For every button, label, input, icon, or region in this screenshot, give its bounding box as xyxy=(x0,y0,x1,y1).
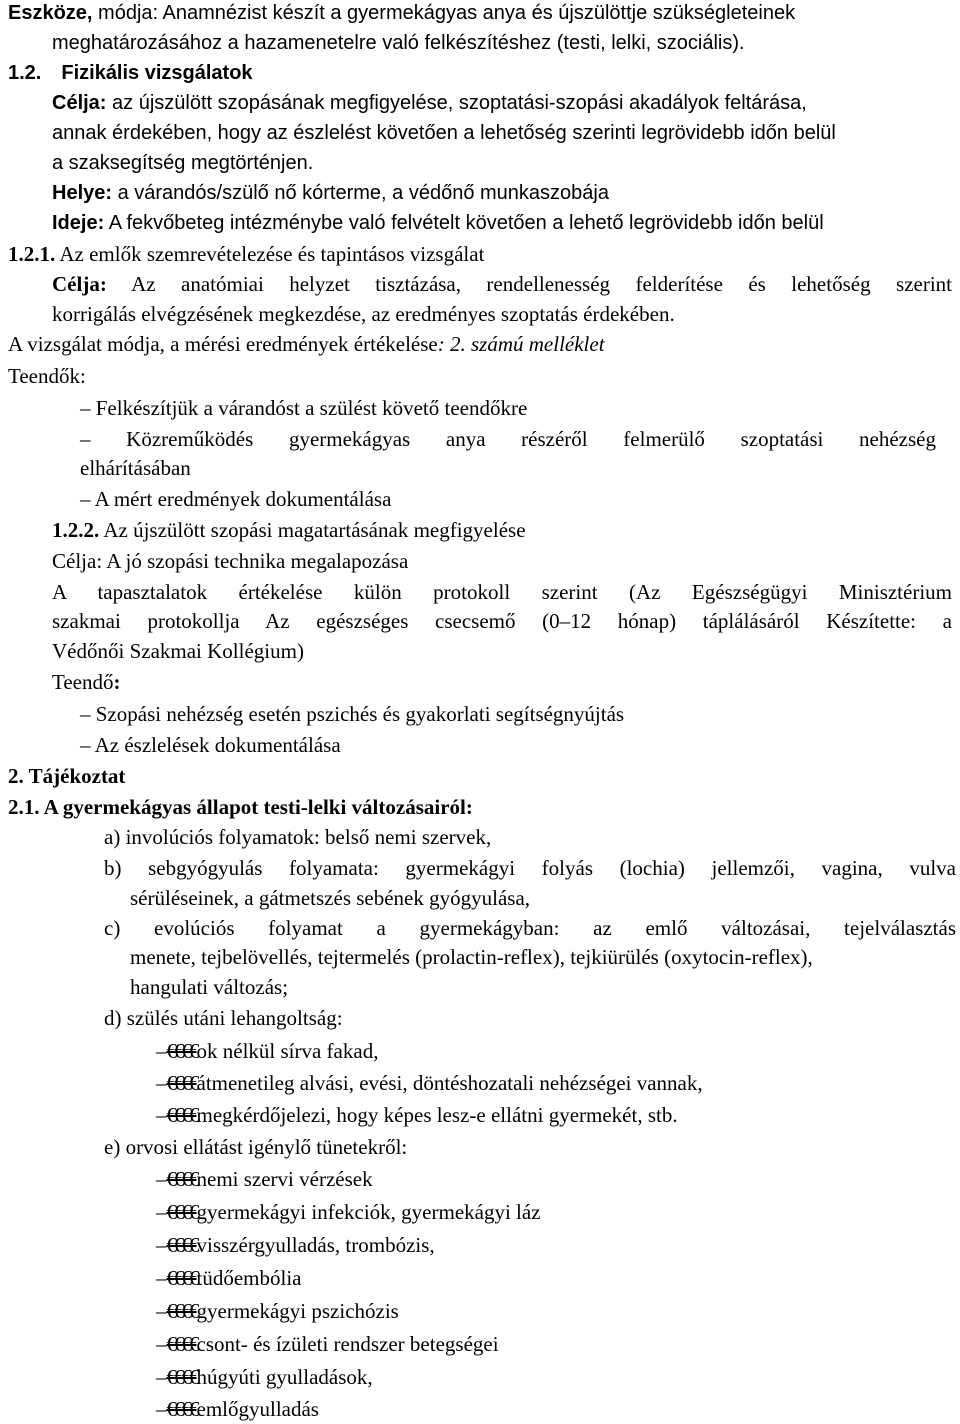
text-span: Teendő xyxy=(52,670,114,694)
subsection-title: Az emlők szemrevételezése és tapintásos vizsgálat xyxy=(55,242,485,266)
justified-line: A tapasztalatok értékelése külön protokoll szerint (Az Egészségügyi Minisztérium xyxy=(52,580,952,604)
section-heading: 2.1. A gyermekágyas állapot testi-lelki változásairól: xyxy=(8,795,473,819)
bullet-text: átmenetileg alvási, evési, döntéshozatali nehézségei vannak, xyxy=(196,1071,703,1095)
bullet-text: gyermekágyi pszichózis xyxy=(196,1299,399,1323)
list-item: – Az észlelések dokumentálása xyxy=(80,733,341,757)
text-line: meghatározásához a hazamenetelre való felkészítéshez (testi, lelki, szociális). xyxy=(52,32,745,54)
text-line xyxy=(52,210,824,236)
bullet-item xyxy=(156,1166,373,1192)
text-line: elhárításában xyxy=(80,456,191,480)
bold-label: Eszköze, xyxy=(8,2,93,24)
bullet-text: ok nélkül sírva fakad, xyxy=(196,1039,379,1063)
text-span: az újszülött szopásának megfigyelése, szoptatási-szopási akadályok feltárása, xyxy=(106,92,807,114)
glyph-artifact: €€€€ xyxy=(166,1266,197,1290)
dash-bullet: – xyxy=(156,1332,167,1356)
bullet-text: húgyúti gyulladások, xyxy=(196,1365,373,1389)
text-span: Az anatómiai helyzet tisztázása, rendellenesség felderítése és lehetőség szerint xyxy=(106,272,952,296)
bullet-text: csont- és ízületi rendszer betegségei xyxy=(196,1332,499,1356)
bullet-item xyxy=(156,1396,319,1422)
glyph-artifact: €€€€ xyxy=(166,1039,197,1063)
list-item: a) involúciós folyamatok: belső nemi szervek, xyxy=(104,825,492,849)
text-line xyxy=(52,180,609,206)
bullet-text: megkérdőjelezi, hogy képes lesz-e ellátni gyermekét, stb. xyxy=(196,1103,678,1127)
text-line: menete, tejbelövellés, tejtermelés (prolactin-reflex), tejkiürülés (oxytocin-reflex), xyxy=(130,945,813,969)
bullet-item xyxy=(156,1364,373,1390)
dash-bullet: – xyxy=(156,1266,167,1290)
glyph-artifact: €€€€ xyxy=(166,1299,197,1323)
subsection-heading xyxy=(8,241,484,267)
text-span: : xyxy=(113,670,121,694)
dash-bullet: – xyxy=(156,1071,167,1095)
list-item: – A mért eredmények dokumentálása xyxy=(80,487,392,511)
section-title: Fizikális vizsgálatok xyxy=(61,62,253,84)
bullet-item xyxy=(156,1070,703,1096)
text-line: korrigálás elvégzésének megkezdése, az eredményes szoptatás érdekében. xyxy=(52,302,675,326)
text-span: módja: Anamnézist készít a gyermekágyas anya és újszülöttje szükségleteinek xyxy=(92,2,796,24)
dash-bullet: – xyxy=(156,1299,167,1323)
glyph-artifact: €€€€ xyxy=(166,1167,197,1191)
glyph-artifact: €€€€ xyxy=(166,1365,197,1389)
list-item: b) sebgyógyulás folyamata: gyermekágyi folyás (lochia) jellemzői, vagina, vulva xyxy=(104,856,956,880)
subsection-heading xyxy=(52,517,526,543)
bullet-item xyxy=(156,1199,541,1225)
bullet-item xyxy=(156,1298,399,1324)
bullet-text: gyermekágyi infekciók, gyermekágyi láz xyxy=(196,1200,541,1224)
glyph-artifact: €€€€ xyxy=(166,1103,197,1127)
bullet-item xyxy=(156,1102,678,1128)
bullet-text: visszérgyulladás, trombózis, xyxy=(196,1233,435,1257)
bold-label: Célja: xyxy=(52,272,107,296)
text-line: hangulati változás; xyxy=(130,975,289,999)
glyph-artifact: €€€€ xyxy=(166,1332,197,1356)
glyph-artifact: €€€€ xyxy=(166,1233,197,1257)
bullet-item xyxy=(156,1265,301,1291)
subsection-number: 1.2.2. xyxy=(52,518,100,542)
dash-bullet: – xyxy=(156,1397,167,1421)
subsection-number: 1.2.1. xyxy=(8,242,56,266)
text-line xyxy=(8,331,605,357)
text-span: : xyxy=(437,332,450,356)
text-line: annak érdekében, hogy az észlelést követően a lehetőség szerinti legrövidebb időn belül xyxy=(52,122,836,144)
text-line: a szaksegítség megtörténjen. xyxy=(52,152,314,174)
bullet-text: tüdőembólia xyxy=(196,1266,302,1290)
list-item: – Felkészítjük a várandóst a szülést követő teendőkre xyxy=(80,396,528,420)
text-span: a várandós/szülő nő kórterme, a védőnő munkaszobája xyxy=(112,182,609,204)
text-line xyxy=(52,90,807,116)
bullet-text: nemi szervi vérzések xyxy=(196,1167,373,1191)
bullet-text: emlőgyulladás xyxy=(196,1397,319,1421)
text-span: A vizsgálat módja, a mérési eredmények értékelése xyxy=(8,332,438,356)
list-item: – Szopási nehézség esetén pszichés és gyakorlati segítségnyújtás xyxy=(80,702,625,726)
glyph-artifact: €€€€ xyxy=(166,1397,197,1421)
text-span: A fekvőbeteg intézménybe való felvételt követően a lehető legrövidebb időn belül xyxy=(104,212,824,234)
bold-label: Célja: xyxy=(52,92,107,114)
list-item: c) evolúciós folyamat a gyermekágyban: az emlő változásai, tejelválasztás xyxy=(104,916,956,940)
dash-bullet: – xyxy=(156,1103,167,1127)
text-line: Védőnői Szakmai Kollégium) xyxy=(52,639,304,663)
list-item: – Közreműködés gyermekágyas anya részéről felmerülő szoptatási nehézség xyxy=(80,427,936,451)
text-line: Célja: A jó szopási technika megalapozása xyxy=(52,549,409,573)
bullet-item xyxy=(156,1038,378,1064)
justified-line: szakmai protokollja Az egészséges csecsemő (0–12 hónap) táplálásáról Készítette: a xyxy=(52,609,952,633)
section-heading: 2. Tájékoztat xyxy=(8,764,126,788)
bold-label: Ideje: xyxy=(52,212,105,234)
glyph-artifact: €€€€ xyxy=(166,1200,197,1224)
glyph-artifact: €€€€ xyxy=(166,1071,197,1095)
justified-line xyxy=(52,271,952,297)
dash-bullet: – xyxy=(156,1365,167,1389)
text-line xyxy=(8,0,795,26)
dash-bullet: – xyxy=(156,1200,167,1224)
bullet-item xyxy=(156,1232,435,1258)
text-line: sérüléseinek, a gátmetszés sebének gyógyulása, xyxy=(130,886,531,910)
dash-bullet: – xyxy=(156,1233,167,1257)
subsection-title: Az újszülött szopási magatartásának megfigyelése xyxy=(99,518,526,542)
section-number: 1.2. xyxy=(8,62,42,84)
list-item: e) orvosi ellátást igénylő tünetekről: xyxy=(104,1135,408,1159)
annex-reference: 2. számú melléklet xyxy=(449,332,605,356)
dash-bullet: – xyxy=(156,1039,167,1063)
bullet-item xyxy=(156,1331,499,1357)
bold-label: Helye: xyxy=(52,182,113,204)
section-heading xyxy=(8,60,253,86)
dash-bullet: – xyxy=(156,1167,167,1191)
text-line xyxy=(52,669,121,695)
text-line: Teendők: xyxy=(8,364,86,388)
list-item: d) szülés utáni lehangoltság: xyxy=(104,1006,343,1030)
